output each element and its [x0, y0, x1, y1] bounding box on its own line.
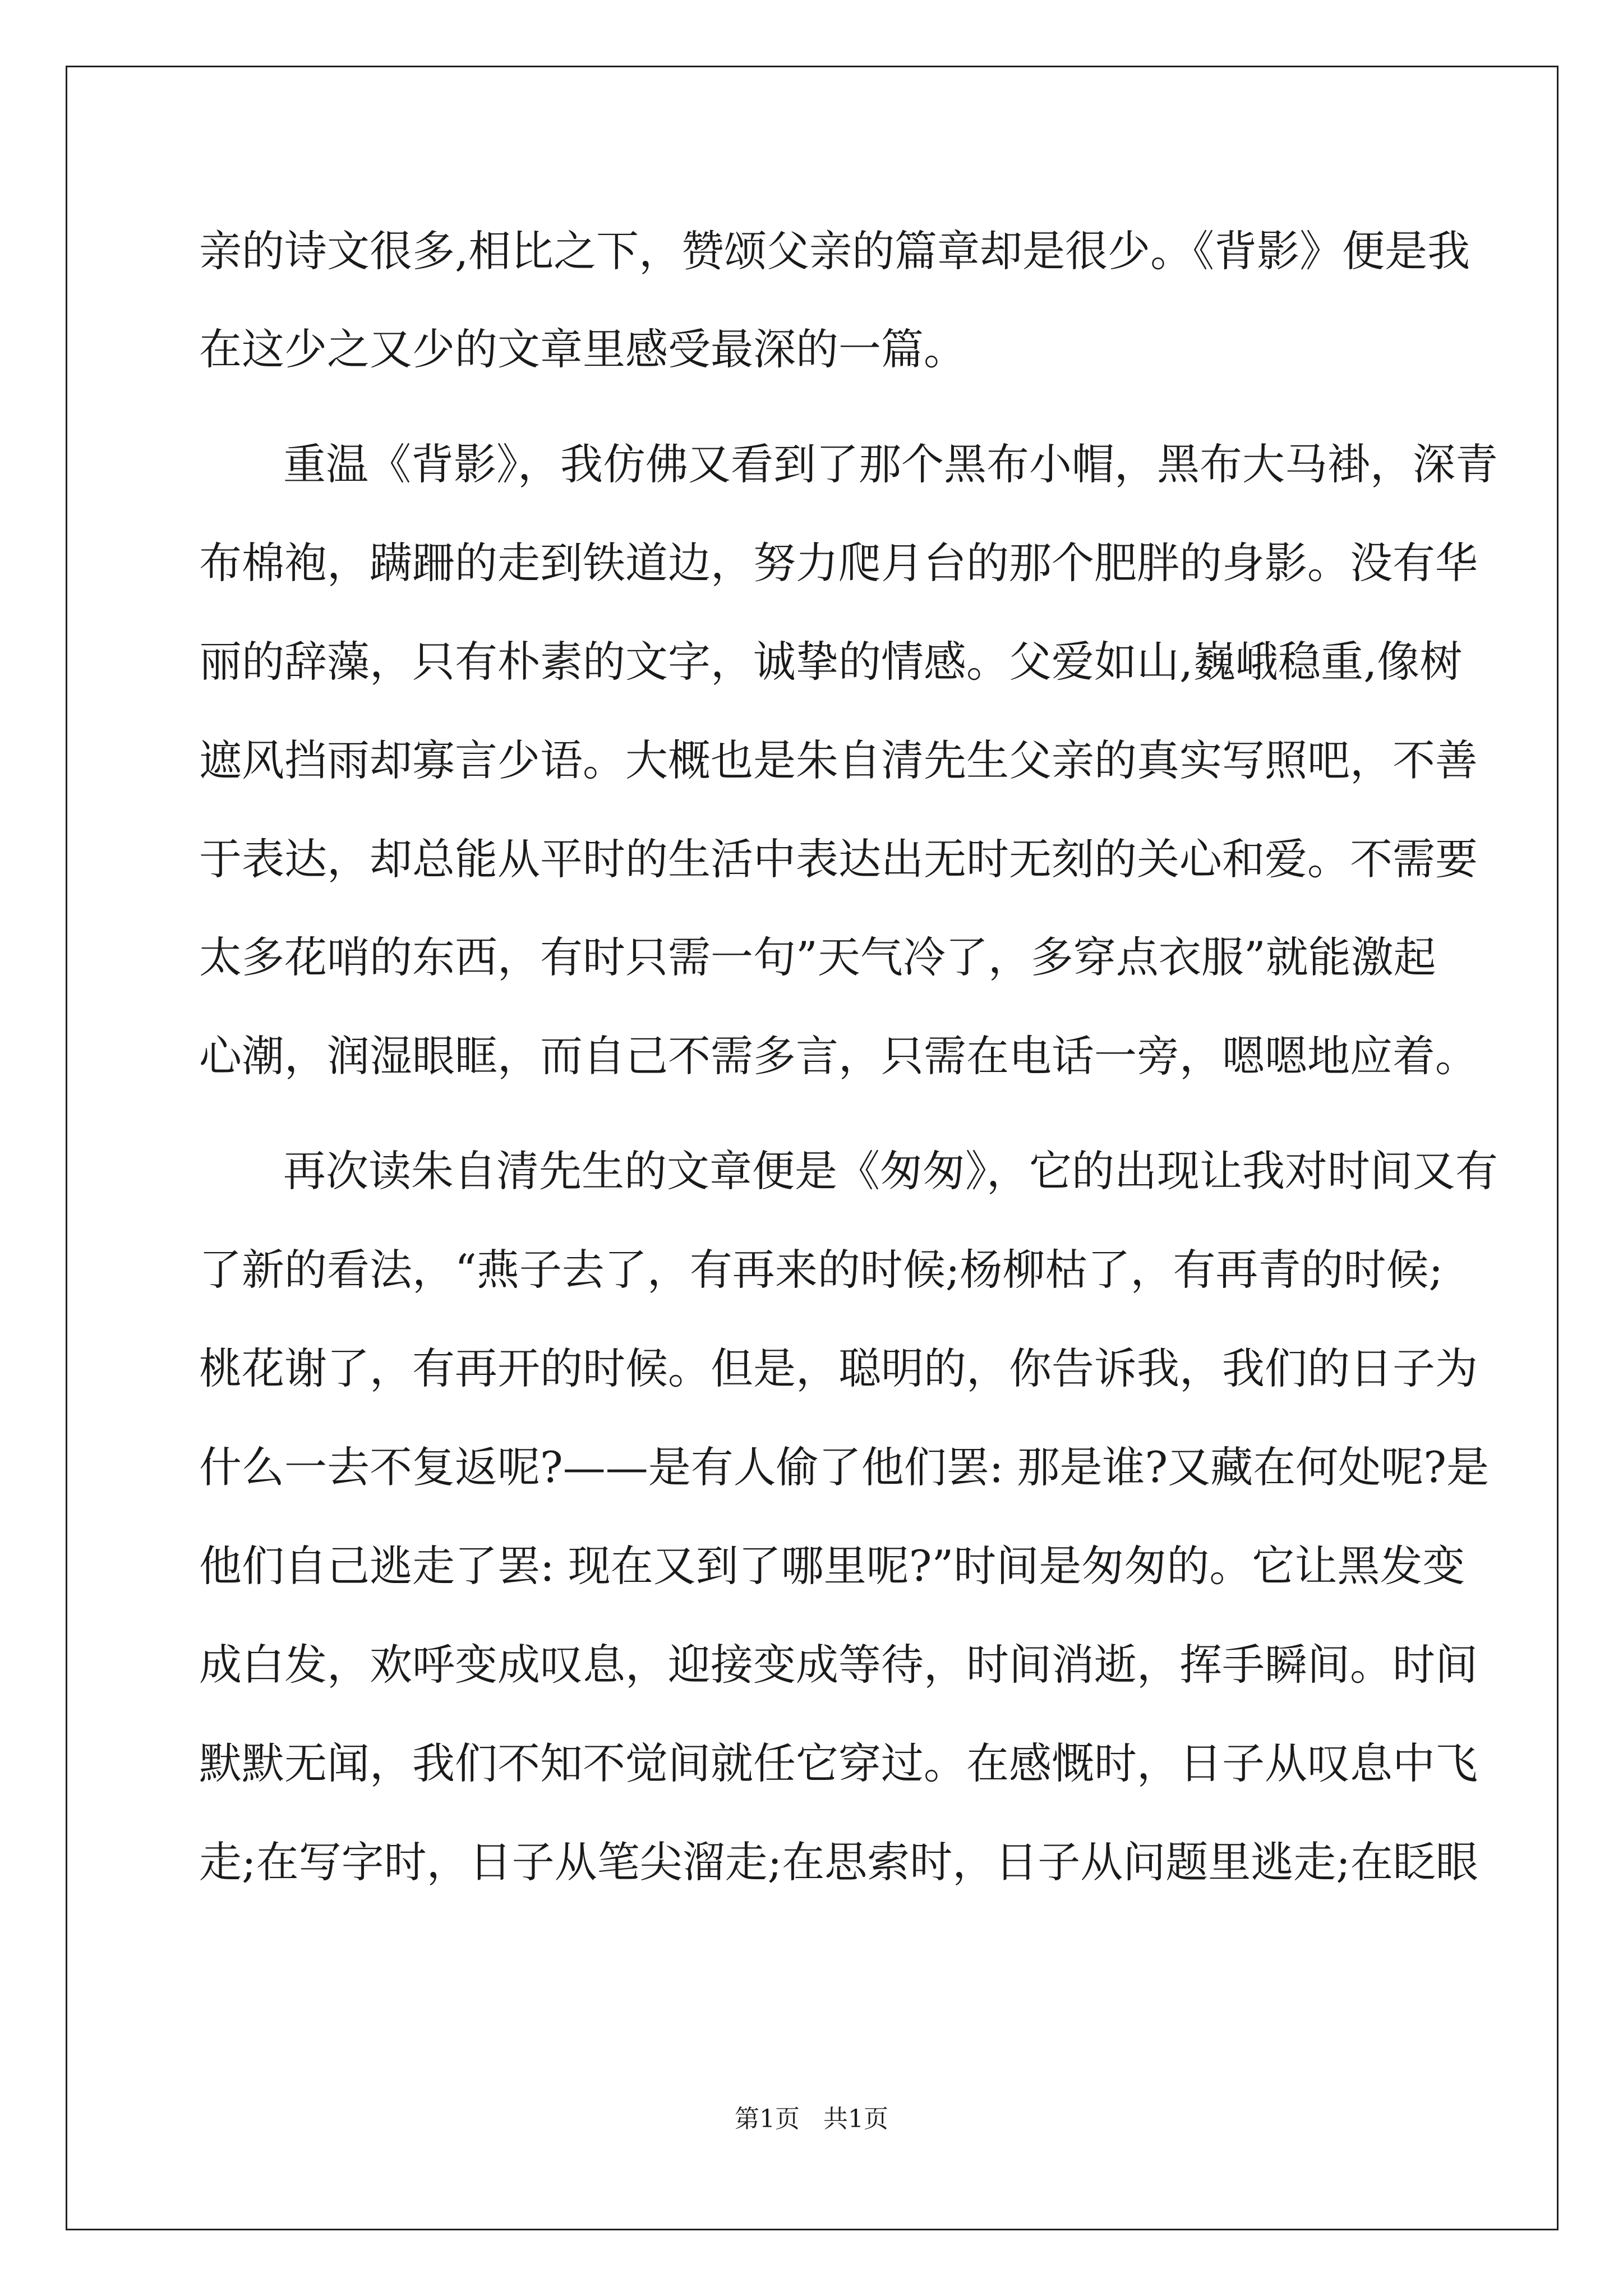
text-line: 亲的诗文很多,相比之下，赞颂父亲的篇章却是很少。《背影》便是我	[199, 226, 1470, 276]
paragraph-first-line: 重温《背影》，我仿佛又看到了那个黑布小帽，黑布大马褂，深青	[283, 439, 1498, 489]
text-line: 了新的看法，“燕子去了，有再来的时候;杨柳枯了，有再青的时候;	[199, 1245, 1444, 1295]
text-line: 丽的辞藻，只有朴素的文字，诚挚的情感。父爱如山,巍峨稳重,像树	[199, 637, 1463, 687]
text-line: 太多花哨的东西，有时只需一句”天气冷了，多穿点衣服”就能激起	[199, 932, 1436, 982]
text-line: 在这少之又少的文章里感受最深的一篇。	[199, 324, 966, 374]
text-line: 成白发，欢呼变成叹息，迎接变成等待，时间消逝，挥手瞬间。时间	[199, 1640, 1478, 1690]
text-line: 布棉袍，蹒跚的走到铁道边，努力爬月台的那个肥胖的身影。没有华	[199, 538, 1478, 588]
text-line: 默默无闻，我们不知不觉间就任它穿过。在感慨时，日子从叹息中飞	[199, 1738, 1478, 1788]
text-line: 走;在写字时，日子从笔尖溜走;在思索时，日子从问题里逃走;在眨眼	[199, 1837, 1478, 1887]
text-line: 桃花谢了，有再开的时候。但是，聪明的，你告诉我，我们的日子为	[199, 1343, 1478, 1393]
text-line: 什么一去不复返呢?——是有人偷了他们罢: 那是谁?又藏在何处呢?是	[199, 1442, 1490, 1492]
paragraph-first-line: 再次读朱自清先生的文章便是《匆匆》，它的出现让我对时间又有	[283, 1146, 1498, 1196]
page-footer: 第1页 共1页	[735, 2105, 888, 2133]
text-line: 于表达，却总能从平时的生活中表达出无时无刻的关心和爱。不需要	[199, 834, 1478, 884]
text-line: 遮风挡雨却寡言少语。大概也是朱自清先生父亲的真实写照吧，不善	[199, 735, 1478, 785]
text-line: 他们自己逃走了罢: 现在又到了哪里呢?”时间是匆匆的。它让黑发变	[199, 1541, 1465, 1591]
text-line: 心潮，润湿眼眶，而自己不需多言，只需在电话一旁，嗯嗯地应着。	[199, 1031, 1478, 1081]
